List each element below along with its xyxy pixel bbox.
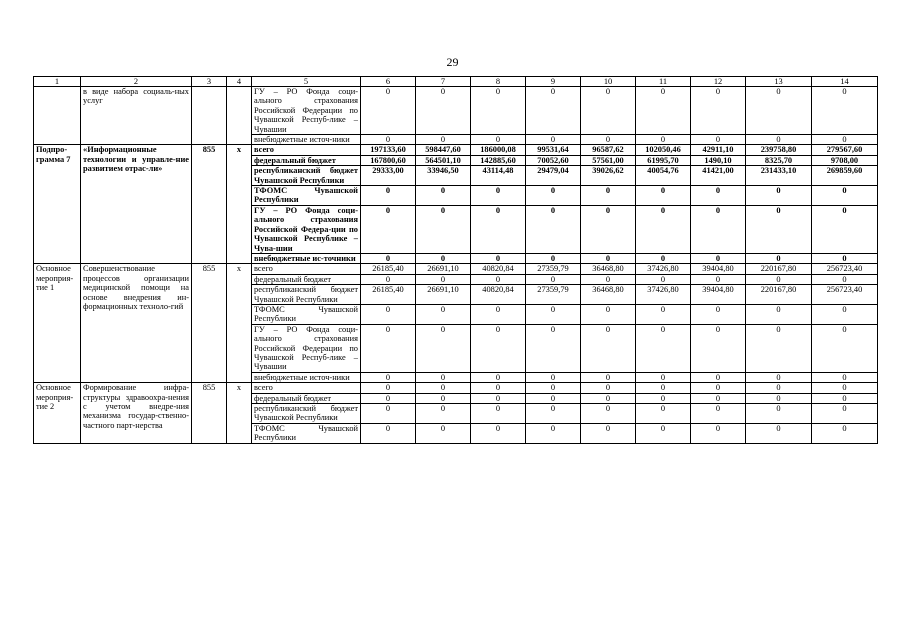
value-cell: 0 [636, 404, 691, 424]
value-cell: 0 [691, 253, 746, 263]
column-header-2: 2 [81, 77, 192, 87]
source-cell: федеральный бюджет [252, 274, 361, 284]
program-x-cell: х [227, 383, 252, 443]
value-cell: 0 [691, 274, 746, 284]
value-cell: 0 [361, 274, 416, 284]
source-cell: федеральный бюджет [252, 393, 361, 403]
value-cell: 43114,48 [471, 166, 526, 186]
value-cell: 0 [526, 87, 581, 135]
source-cell: ГУ – РО Фонда соци-ального страхования Российской Федерации по Чувашской Респуб-лике – Чувашии [252, 324, 361, 372]
value-cell: 39404,80 [691, 285, 746, 305]
value-cell: 0 [636, 304, 691, 324]
value-cell: 0 [636, 87, 691, 135]
value-cell: 0 [416, 87, 471, 135]
value-cell: 0 [636, 324, 691, 372]
value-cell: 0 [471, 186, 526, 206]
value-cell: 0 [526, 324, 581, 372]
value-cell: 0 [691, 87, 746, 135]
program-name-cell: Совершенствование процессов организации медицинской помощи на основе внедрения ин-формационных техноло-гий [81, 264, 192, 383]
source-cell: ТФОМС Чувашской Республики [252, 186, 361, 206]
value-cell: 0 [812, 87, 878, 135]
value-cell: 0 [812, 186, 878, 206]
value-cell: 0 [581, 87, 636, 135]
value-cell: 0 [416, 205, 471, 253]
value-cell: 0 [526, 205, 581, 253]
label-cell [34, 135, 81, 145]
value-cell: 0 [581, 253, 636, 263]
value-cell: 0 [691, 423, 746, 443]
value-cell: 57561,00 [581, 155, 636, 165]
column-header-14: 14 [812, 77, 878, 87]
name-cell: в виде набора социаль-ных услуг [81, 87, 192, 135]
value-cell: 564501,10 [416, 155, 471, 165]
value-cell: 37426,80 [636, 264, 691, 274]
value-cell: 0 [581, 372, 636, 382]
table-row [34, 145, 878, 155]
value-cell: 36468,80 [581, 264, 636, 274]
value-cell: 0 [471, 372, 526, 382]
column-header-7: 7 [416, 77, 471, 87]
value-cell: 8325,70 [746, 155, 812, 165]
header-row [34, 77, 878, 87]
value-cell: 39404,80 [691, 264, 746, 274]
code-cell [192, 135, 227, 145]
value-cell: 0 [526, 423, 581, 443]
value-cell: 0 [812, 383, 878, 393]
column-header-13: 13 [746, 77, 812, 87]
value-cell: 26185,40 [361, 285, 416, 305]
value-cell: 220167,80 [746, 285, 812, 305]
program-label-cell: Основное мероприя-тие 1 [34, 264, 81, 383]
value-cell: 0 [361, 423, 416, 443]
value-cell: 27359,79 [526, 285, 581, 305]
value-cell: 186000,08 [471, 145, 526, 155]
value-cell: 0 [416, 304, 471, 324]
value-cell: 0 [526, 274, 581, 284]
value-cell: 231433,10 [746, 166, 812, 186]
value-cell: 0 [361, 87, 416, 135]
value-cell: 0 [526, 135, 581, 145]
value-cell: 0 [526, 372, 581, 382]
table-row [34, 383, 878, 393]
value-cell: 0 [361, 253, 416, 263]
value-cell: 0 [581, 423, 636, 443]
value-cell: 0 [526, 404, 581, 424]
source-cell: федеральный бюджет [252, 155, 361, 165]
source-cell: ГУ – РО Фонда соци-ального страхования Российской Федерации по Чувашской Респуб-лике – Чувашии [252, 87, 361, 135]
source-cell: республиканский бюджет Чувашской Республики [252, 166, 361, 186]
value-cell: 0 [361, 205, 416, 253]
value-cell: 0 [526, 186, 581, 206]
value-cell: 0 [746, 87, 812, 135]
value-cell: 26691,10 [416, 285, 471, 305]
program-name-cell: «Информационные технологии и управле-ние развитием отрас-ли» [81, 145, 192, 264]
table-row [34, 264, 878, 274]
value-cell: 27359,79 [526, 264, 581, 274]
value-cell: 0 [471, 205, 526, 253]
value-cell: 0 [812, 393, 878, 403]
value-cell: 0 [812, 404, 878, 424]
value-cell: 41421,00 [691, 166, 746, 186]
value-cell: 0 [416, 253, 471, 263]
source-cell: ГУ – РО Фонда соци-ального страхования Российской Федера-ции по Чувашской Республике – Чува-шии [252, 205, 361, 253]
value-cell: 0 [361, 372, 416, 382]
value-cell: 0 [581, 324, 636, 372]
value-cell: 0 [471, 304, 526, 324]
value-cell: 0 [416, 383, 471, 393]
value-cell: 0 [691, 393, 746, 403]
value-cell: 0 [636, 253, 691, 263]
column-header-1: 1 [34, 77, 81, 87]
value-cell: 0 [691, 324, 746, 372]
program-label-cell: Подпро-грамма 7 [34, 145, 81, 264]
value-cell: 0 [416, 393, 471, 403]
value-cell: 0 [471, 423, 526, 443]
value-cell: 0 [812, 304, 878, 324]
value-cell: 0 [746, 393, 812, 403]
value-cell: 0 [471, 253, 526, 263]
value-cell: 0 [581, 135, 636, 145]
value-cell: 0 [526, 253, 581, 263]
value-cell: 0 [526, 393, 581, 403]
value-cell: 0 [746, 304, 812, 324]
value-cell: 0 [636, 383, 691, 393]
value-cell: 0 [636, 423, 691, 443]
program-label-cell: Основное мероприя-тие 2 [34, 383, 81, 443]
column-header-3: 3 [192, 77, 227, 87]
value-cell: 0 [636, 186, 691, 206]
value-cell: 0 [471, 383, 526, 393]
value-cell: 0 [746, 383, 812, 393]
value-cell: 0 [746, 404, 812, 424]
value-cell: 279567,60 [812, 145, 878, 155]
source-cell: республиканский бюджет Чувашской Республики [252, 285, 361, 305]
source-cell: внебюджетные источ-ники [252, 372, 361, 382]
value-cell: 42911,10 [691, 145, 746, 155]
source-cell: всего [252, 383, 361, 393]
value-cell: 0 [746, 423, 812, 443]
value-cell: 0 [812, 253, 878, 263]
source-cell: всего [252, 145, 361, 155]
source-cell: ТФОМС Чувашской Республики [252, 423, 361, 443]
table-row [34, 87, 878, 135]
value-cell: 29479,04 [526, 166, 581, 186]
column-header-5: 5 [252, 77, 361, 87]
value-cell: 0 [691, 135, 746, 145]
program-code-cell: 855 [192, 145, 227, 264]
value-cell: 0 [812, 135, 878, 145]
value-cell: 40820,84 [471, 285, 526, 305]
value-cell: 33946,50 [416, 166, 471, 186]
value-cell: 96587,62 [581, 145, 636, 155]
value-cell: 0 [746, 324, 812, 372]
value-cell: 0 [471, 404, 526, 424]
source-cell: ТФОМС Чувашской Республики [252, 304, 361, 324]
value-cell: 0 [361, 383, 416, 393]
value-cell: 0 [471, 324, 526, 372]
value-cell: 0 [746, 186, 812, 206]
value-cell: 220167,80 [746, 264, 812, 274]
value-cell: 0 [581, 404, 636, 424]
value-cell: 0 [581, 186, 636, 206]
code-cell [192, 87, 227, 135]
value-cell: 256723,40 [812, 285, 878, 305]
value-cell: 269859,60 [812, 166, 878, 186]
column-header-10: 10 [581, 77, 636, 87]
value-cell: 0 [691, 404, 746, 424]
value-cell: 0 [746, 205, 812, 253]
value-cell: 26691,10 [416, 264, 471, 274]
value-cell: 0 [416, 423, 471, 443]
column-header-4: 4 [227, 77, 252, 87]
value-cell: 0 [581, 393, 636, 403]
page-number: 29 [446, 55, 459, 69]
value-cell: 0 [581, 304, 636, 324]
value-cell: 197133,60 [361, 145, 416, 155]
value-cell: 0 [812, 205, 878, 253]
value-cell: 0 [636, 372, 691, 382]
x-cell [227, 135, 252, 145]
column-header-11: 11 [636, 77, 691, 87]
source-cell: всего [252, 264, 361, 274]
value-cell: 40820,84 [471, 264, 526, 274]
value-cell: 0 [812, 372, 878, 382]
value-cell: 1490,10 [691, 155, 746, 165]
program-code-cell: 855 [192, 383, 227, 443]
value-cell: 37426,80 [636, 285, 691, 305]
value-cell: 0 [361, 404, 416, 424]
value-cell: 0 [471, 393, 526, 403]
value-cell: 0 [746, 372, 812, 382]
program-x-cell: х [227, 264, 252, 383]
value-cell: 0 [416, 404, 471, 424]
value-cell: 0 [691, 304, 746, 324]
budget-table [33, 76, 878, 444]
program-code-cell: 855 [192, 264, 227, 383]
value-cell: 0 [581, 274, 636, 284]
value-cell: 0 [691, 372, 746, 382]
value-cell: 0 [526, 383, 581, 393]
value-cell: 0 [361, 135, 416, 145]
value-cell: 29333,00 [361, 166, 416, 186]
value-cell: 0 [361, 393, 416, 403]
value-cell: 39026,62 [581, 166, 636, 186]
value-cell: 0 [471, 135, 526, 145]
name-cell [81, 135, 192, 145]
program-name-cell: Формирование инфра-структуры здравоохра-нения с учетом внедре-ния механизма государ-ственно-частного парт-нерства [81, 383, 192, 443]
source-cell: республиканский бюджет Чувашской Республики [252, 404, 361, 424]
column-header-6: 6 [361, 77, 416, 87]
value-cell: 9708,00 [812, 155, 878, 165]
value-cell: 142885,60 [471, 155, 526, 165]
value-cell: 70052,60 [526, 155, 581, 165]
column-header-8: 8 [471, 77, 526, 87]
value-cell: 0 [636, 393, 691, 403]
table-row [34, 135, 878, 145]
value-cell: 0 [746, 253, 812, 263]
value-cell: 0 [416, 372, 471, 382]
value-cell: 0 [416, 324, 471, 372]
value-cell: 0 [691, 186, 746, 206]
source-cell: внебюджетные источ-ники [252, 135, 361, 145]
value-cell: 0 [812, 324, 878, 372]
value-cell: 0 [691, 205, 746, 253]
column-header-12: 12 [691, 77, 746, 87]
value-cell: 0 [471, 274, 526, 284]
value-cell: 102050,46 [636, 145, 691, 155]
program-x-cell: х [227, 145, 252, 264]
value-cell: 0 [581, 205, 636, 253]
value-cell: 99531,64 [526, 145, 581, 155]
value-cell: 256723,40 [812, 264, 878, 274]
value-cell: 0 [636, 135, 691, 145]
value-cell: 0 [361, 324, 416, 372]
value-cell: 61995,70 [636, 155, 691, 165]
value-cell: 0 [636, 205, 691, 253]
value-cell: 0 [416, 135, 471, 145]
value-cell: 0 [361, 186, 416, 206]
value-cell: 0 [691, 383, 746, 393]
value-cell: 0 [746, 135, 812, 145]
value-cell: 0 [636, 274, 691, 284]
label-cell [34, 87, 81, 135]
source-cell: внебюджетные ис-точники [252, 253, 361, 263]
value-cell: 0 [471, 87, 526, 135]
value-cell: 40054,76 [636, 166, 691, 186]
value-cell: 0 [581, 383, 636, 393]
value-cell: 239758,80 [746, 145, 812, 155]
column-header-9: 9 [526, 77, 581, 87]
value-cell: 0 [416, 274, 471, 284]
value-cell: 598447,60 [416, 145, 471, 155]
value-cell: 167800,60 [361, 155, 416, 165]
x-cell [227, 87, 252, 135]
value-cell: 0 [812, 274, 878, 284]
value-cell: 36468,80 [581, 285, 636, 305]
value-cell: 0 [361, 304, 416, 324]
value-cell: 0 [812, 423, 878, 443]
value-cell: 0 [746, 274, 812, 284]
value-cell: 0 [416, 186, 471, 206]
value-cell: 26185,40 [361, 264, 416, 274]
value-cell: 0 [526, 304, 581, 324]
